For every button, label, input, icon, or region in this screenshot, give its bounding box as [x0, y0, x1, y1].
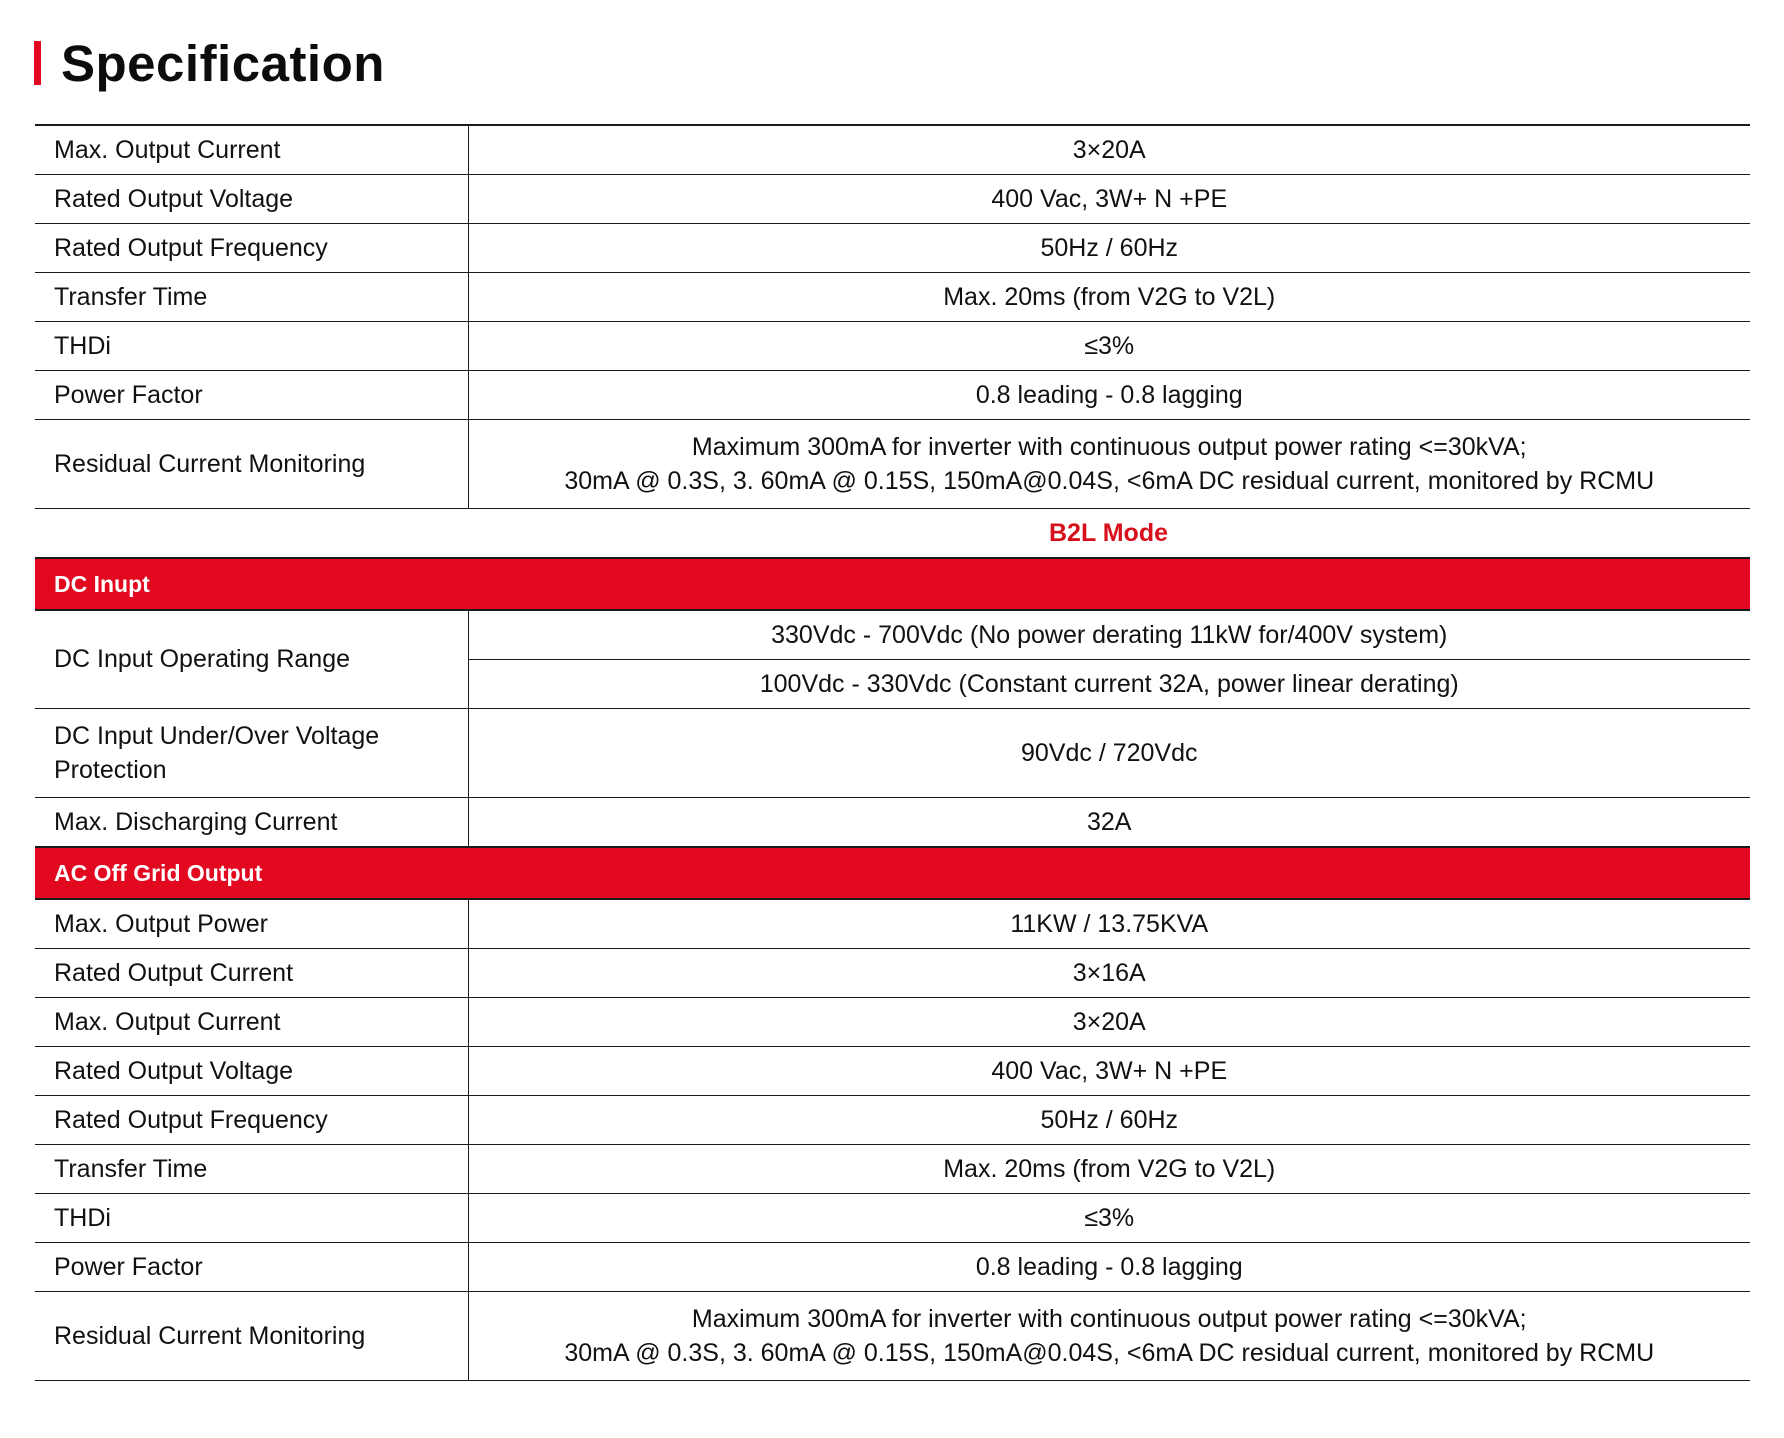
section-title: DC Inupt	[35, 558, 1750, 610]
row-label-line-1: DC Input Under/Over Voltage	[54, 722, 380, 750]
row-label: Rated Output Frequency	[35, 1096, 468, 1145]
row-label: Max. Output Current	[35, 998, 468, 1047]
row-value: ≤3%	[468, 1194, 1750, 1243]
mode-title-text: B2L Mode	[1049, 518, 1168, 547]
table-row	[35, 1194, 1750, 1243]
table-row	[35, 949, 1750, 998]
table-row	[35, 899, 1750, 949]
row-value: 3×20A	[468, 998, 1750, 1047]
row-value	[468, 420, 1750, 509]
heading-accent-bar	[34, 41, 41, 85]
row-label	[35, 709, 468, 798]
rcm-line-1: Maximum 300mA for inverter with continuous output power rating <=30kVA;	[691, 433, 1527, 461]
row-label: Residual Current Monitoring	[35, 420, 468, 509]
table-row	[35, 1096, 1750, 1145]
table-row-rcm	[35, 420, 1750, 509]
table-row	[35, 175, 1750, 224]
row-value: Max. 20ms (from V2G to V2L)	[468, 1145, 1750, 1194]
rcm-line-1: Maximum 300mA for inverter with continuous output power rating <=30kVA;	[691, 1305, 1527, 1333]
table-row-rcm	[35, 1292, 1750, 1381]
section-header-ac-off-grid	[35, 847, 1750, 899]
row-label: Rated Output Voltage	[35, 1047, 468, 1096]
row-label: Transfer Time	[35, 273, 468, 322]
specification-table	[35, 124, 1750, 1381]
page-heading	[34, 36, 385, 90]
row-label: THDi	[35, 1194, 468, 1243]
row-value: 0.8 leading - 0.8 lagging	[468, 371, 1750, 420]
section-header-dc-input	[35, 558, 1750, 610]
table-row	[35, 1243, 1750, 1292]
row-label: Rated Output Frequency	[35, 224, 468, 273]
row-value: 50Hz / 60Hz	[468, 1096, 1750, 1145]
table-row	[35, 798, 1750, 848]
table-row	[35, 224, 1750, 273]
row-value: 32A	[468, 798, 1750, 848]
table-row	[35, 371, 1750, 420]
row-value: 50Hz / 60Hz	[468, 224, 1750, 273]
row-value: 3×16A	[468, 949, 1750, 998]
row-label: Power Factor	[35, 1243, 468, 1292]
table-row	[35, 1047, 1750, 1096]
row-label: THDi	[35, 322, 468, 371]
row-value: Max. 20ms (from V2G to V2L)	[468, 273, 1750, 322]
rcm-line-2: 30mA @ 0.3S, 3. 60mA @ 0.15S, 150mA@0.04S, <6mA DC residual current, monitored by RCMU	[564, 467, 1655, 495]
section-title: AC Off Grid Output	[35, 847, 1750, 899]
page-title: Specification	[61, 34, 385, 92]
row-value: 3×20A	[468, 125, 1750, 175]
row-value: 330Vdc - 700Vdc (No power derating 11kW for/400V system)	[468, 610, 1750, 660]
row-value: 0.8 leading - 0.8 lagging	[468, 1243, 1750, 1292]
row-value: 90Vdc / 720Vdc	[468, 709, 1750, 798]
row-value	[468, 1292, 1750, 1381]
row-label: Transfer Time	[35, 1145, 468, 1194]
table-row	[35, 998, 1750, 1047]
row-label: Rated Output Voltage	[35, 175, 468, 224]
row-value: ≤3%	[468, 322, 1750, 371]
row-label: DC Input Operating Range	[35, 610, 468, 709]
row-value: 11KW / 13.75KVA	[468, 899, 1750, 949]
row-value: 400 Vac, 3W+ N +PE	[468, 175, 1750, 224]
row-label: Max. Output Current	[35, 125, 468, 175]
row-value: 400 Vac, 3W+ N +PE	[468, 1047, 1750, 1096]
table-row	[35, 709, 1750, 798]
mode-row	[35, 509, 1750, 559]
row-label: Max. Output Power	[35, 899, 468, 949]
rcm-line-2: 30mA @ 0.3S, 3. 60mA @ 0.15S, 150mA@0.04S, <6mA DC residual current, monitored by RCMU	[564, 1339, 1655, 1367]
table-row	[35, 1145, 1750, 1194]
row-label: Residual Current Monitoring	[35, 1292, 468, 1381]
row-label: Power Factor	[35, 371, 468, 420]
table-row	[35, 273, 1750, 322]
row-value: 100Vdc - 330Vdc (Constant current 32A, power linear derating)	[468, 660, 1750, 709]
row-label: Rated Output Current	[35, 949, 468, 998]
table-row	[35, 322, 1750, 371]
row-label-line-2: Protection	[54, 756, 167, 784]
row-label: Max. Discharging Current	[35, 798, 468, 848]
table-row	[35, 125, 1750, 175]
table-row	[35, 610, 1750, 660]
mode-title	[35, 509, 1750, 559]
